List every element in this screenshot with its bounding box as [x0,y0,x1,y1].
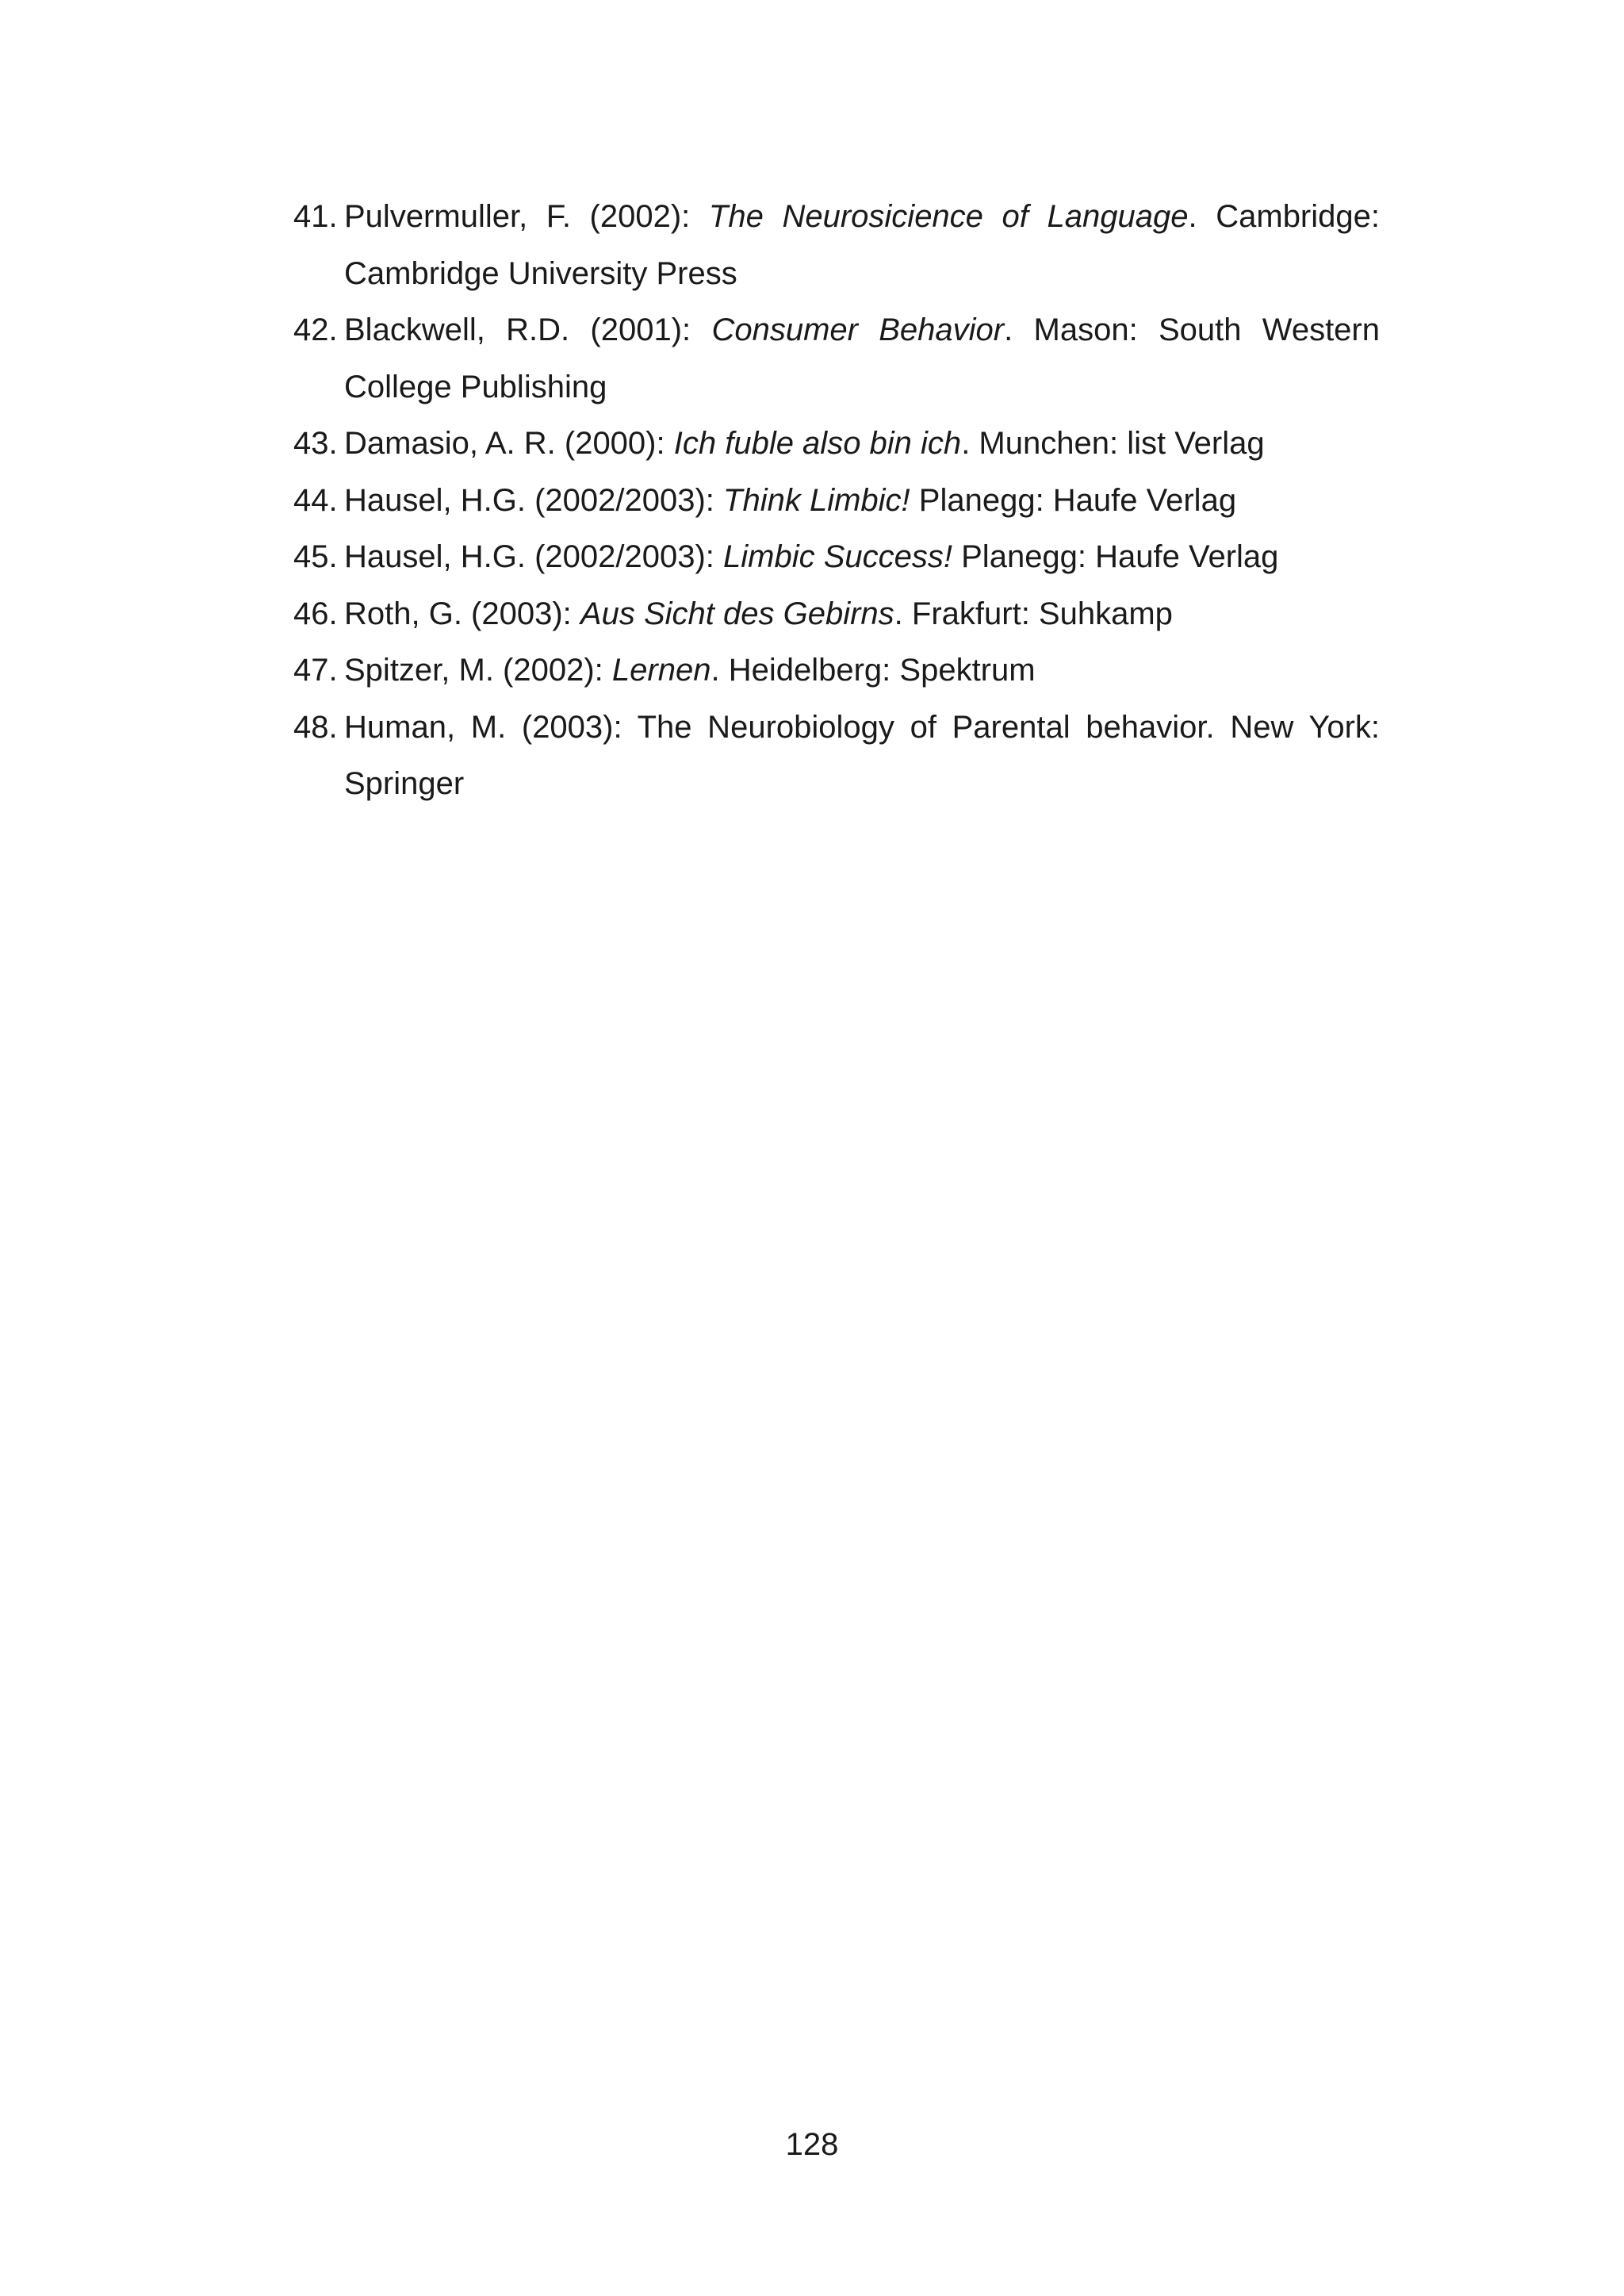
reference-item [293,416,1380,473]
reference-item [293,642,1380,700]
reference-text: Human, M. (2003): The Neurobiology of Parental behavior. New York: Springer [344,709,1380,801]
reference-title: Consumer Behavior [711,312,1005,347]
reference-title: Limbic Success! [723,539,953,574]
reference-author-year: Damasio, A. R. (2000): [344,426,674,461]
reference-title: Ich fuble also bin ich [673,426,962,461]
reference-publisher: . Cambridge: Cambridge University Press [344,199,1380,291]
reference-item [293,302,1380,416]
reference-publisher: . Heidelberg: Spektrum [710,653,1036,688]
page-number: 128 [785,2127,839,2162]
reference-publisher: Planegg: Haufe Verlag [952,539,1279,574]
reference-item [293,586,1380,643]
reference-number: 44. [293,482,338,518]
reference-publisher: . Mason: South Western College Publishing [344,312,1380,404]
reference-author-year: Pulvermuller, F. (2002): [344,199,709,234]
reference-title: The Neurosicience of Language [708,199,1189,234]
reference-author-year: Blackwell, R.D. (2001): [344,312,712,347]
reference-list [293,189,1380,813]
reference-author-year: Hausel, H.G. (2002/2003): [344,539,724,574]
reference-item [293,189,1380,302]
reference-title: Think Limbic! [723,482,910,518]
reference-publisher: . Munchen: list Verlag [961,426,1265,461]
reference-title: Aus Sicht des Gebirns [580,596,894,631]
reference-number: 42. [293,312,338,347]
reference-number: 48. [293,709,338,745]
reference-number: 41. [293,199,338,234]
reference-item [293,473,1380,530]
reference-author-year: Roth, G. (2003): [344,596,580,631]
reference-author-year: Hausel, H.G. (2002/2003): [344,482,724,518]
reference-item [293,700,1380,813]
reference-publisher: Planegg: Haufe Verlag [910,482,1237,518]
reference-number: 46. [293,596,338,631]
reference-author-year: Spitzer, M. (2002): [344,653,612,688]
reference-publisher: . Frakfurt: Suhkamp [894,596,1173,631]
reference-item [293,529,1380,586]
reference-number: 43. [293,426,338,461]
reference-number: 47. [293,653,338,688]
reference-title: Lernen [611,653,711,688]
reference-number: 45. [293,539,338,574]
